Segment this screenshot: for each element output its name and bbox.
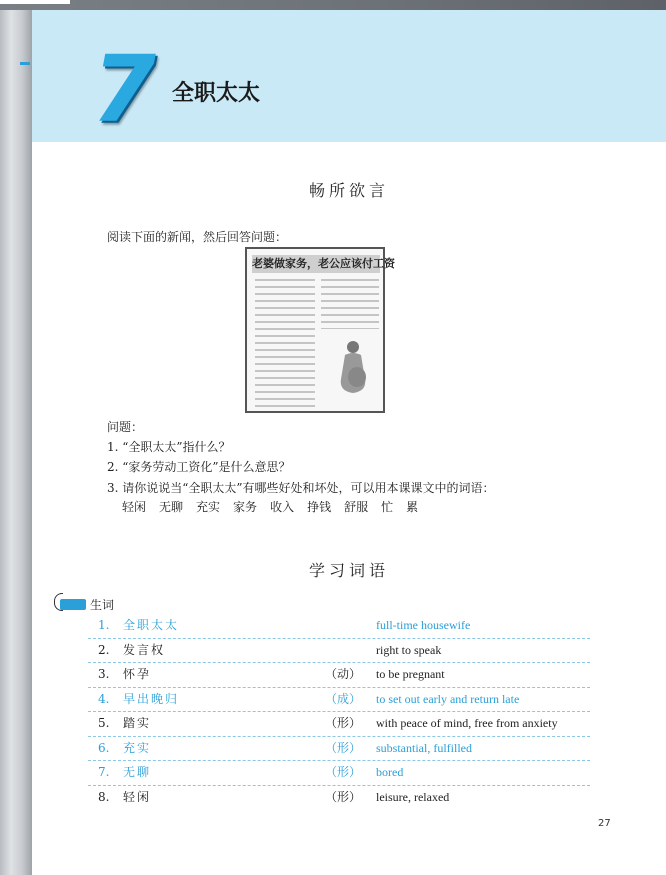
vocab-word: 全职太太 bbox=[123, 618, 180, 632]
vocab-word: 早出晚归 bbox=[123, 691, 180, 706]
vocab-gloss: to be pregnant bbox=[376, 667, 445, 681]
book-spine bbox=[0, 10, 32, 875]
question-2: 2. “家务劳动工资化”是什么意思？ bbox=[107, 460, 291, 474]
newspaper-text-column-left bbox=[255, 279, 315, 407]
vocab-number: 5. bbox=[98, 716, 110, 730]
vocab-gloss: bored bbox=[376, 765, 404, 779]
lesson-number: 7 bbox=[92, 36, 157, 143]
vocab-part-of-speech: （成） bbox=[324, 691, 361, 706]
suggested-word: 挣钱 bbox=[307, 500, 332, 514]
suggested-word: 累 bbox=[406, 500, 419, 514]
new-words-label: 生词 bbox=[90, 598, 115, 612]
section-title-discussion: 畅所欲言 bbox=[308, 181, 389, 200]
vocab-word: 无聊 bbox=[123, 765, 152, 779]
vocab-row bbox=[88, 786, 590, 810]
pregnant-woman-illustration bbox=[333, 339, 373, 395]
vocab-row bbox=[88, 663, 590, 688]
vocab-number: 2. bbox=[98, 642, 110, 657]
vocab-part-of-speech: （动） bbox=[324, 667, 361, 681]
newspaper-text-column-right bbox=[321, 279, 379, 329]
vocab-row bbox=[88, 737, 590, 762]
vocab-number: 1. bbox=[98, 618, 110, 632]
vocab-row bbox=[88, 761, 590, 786]
vocab-number: 7. bbox=[98, 765, 110, 779]
vocab-gloss: to set out early and return late bbox=[376, 691, 520, 706]
vocab-number: 4. bbox=[98, 691, 110, 706]
lesson-title: 全职太太 bbox=[172, 81, 261, 106]
question-1: 1. “全职太太”指什么？ bbox=[107, 440, 231, 454]
vocab-part-of-speech: （形） bbox=[324, 765, 361, 779]
section-title-vocabulary: 学习词语 bbox=[308, 561, 389, 580]
vocab-gloss: leisure, relaxed bbox=[376, 789, 450, 804]
vocab-word: 轻闲 bbox=[123, 789, 152, 804]
spine-marker bbox=[20, 62, 30, 65]
vocab-number: 3. bbox=[98, 667, 110, 681]
vocab-number: 6. bbox=[98, 740, 110, 755]
newspaper-headline: 老婆做家务，老公应该付工资 bbox=[252, 255, 380, 273]
vocab-part-of-speech: （形） bbox=[324, 740, 361, 755]
suggested-word: 无聊 bbox=[159, 500, 184, 514]
suggested-word: 充实 bbox=[196, 500, 221, 514]
vocab-gloss: substantial, fulfilled bbox=[376, 740, 472, 755]
vocab-number: 8. bbox=[98, 789, 110, 804]
suggested-word: 收入 bbox=[270, 500, 295, 514]
vocab-part-of-speech: （形） bbox=[324, 789, 361, 804]
window-top-strip bbox=[0, 0, 666, 10]
suggested-word: 舒服 bbox=[344, 500, 369, 514]
vocab-row bbox=[88, 688, 590, 713]
top-tab bbox=[0, 0, 70, 4]
questions-label: 问题： bbox=[107, 420, 144, 434]
vocab-row bbox=[88, 639, 590, 664]
vocab-word: 踏实 bbox=[123, 716, 152, 730]
suggested-words bbox=[122, 498, 418, 515]
vocab-part-of-speech: （形） bbox=[324, 716, 361, 730]
vocab-word: 充实 bbox=[123, 740, 152, 755]
vocab-row bbox=[88, 712, 590, 737]
vocab-word: 怀孕 bbox=[123, 667, 152, 681]
newspaper-clipping bbox=[245, 247, 395, 413]
audio-track-icon[interactable] bbox=[60, 599, 86, 610]
page-number: 27 bbox=[598, 818, 611, 829]
vocab-gloss: full-time housewife bbox=[376, 618, 471, 632]
vocab-gloss: right to speak bbox=[376, 642, 442, 657]
suggested-word: 轻闲 bbox=[122, 500, 147, 514]
vocabulary-table bbox=[88, 614, 590, 809]
suggested-word: 忙 bbox=[381, 500, 394, 514]
vocab-word: 发言权 bbox=[123, 642, 166, 657]
question-3: 3. 请你说说当“全职太太”有哪些好处和坏处，可以用本课课文中的词语： bbox=[107, 481, 495, 495]
suggested-word: 家务 bbox=[233, 500, 258, 514]
vocab-gloss: with peace of mind, free from anxiety bbox=[376, 716, 558, 730]
intro-text: 阅读下面的新闻，然后回答问题： bbox=[107, 230, 288, 244]
new-words-header bbox=[60, 596, 114, 613]
vocab-row bbox=[88, 614, 590, 639]
